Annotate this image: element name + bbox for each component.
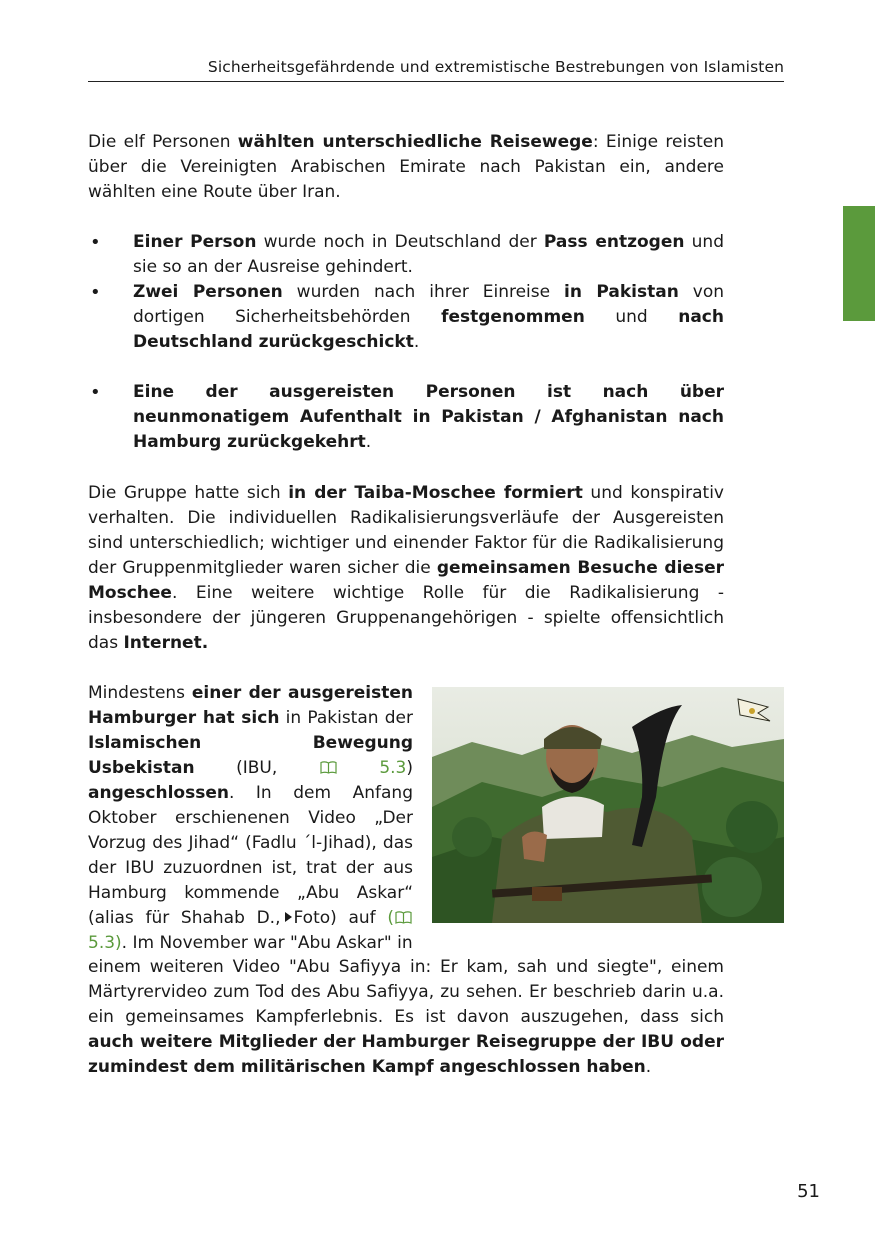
bold-phrase: wählten unterschiedliche Reisewege — [237, 132, 593, 152]
triangle-pointer-icon — [285, 912, 292, 922]
photo-abu-askar — [432, 687, 784, 923]
book-icon — [395, 911, 412, 924]
paragraph-travel-routes: Die elf Personen wählten unterschiedliche Reisewege: Einige reisten über die Vereinigten Arabischen Emirate nach Pakistan ein, andere wählten eine Route über Iran. — [88, 132, 724, 202]
bullet-icon: • — [90, 232, 101, 253]
running-header: Sicherheitsgefährdende und extremistische Bestrebungen von Islamisten — [207, 58, 784, 76]
list-item: • Einer Person wurde noch in Deutschland der Pass entzogen und sie so an der Ausreise gehindert. — [90, 232, 724, 277]
paragraph-ibu-continued: einem weiteren Video "Abu Safiyya in: Er kam, sah und siegte", einem Märtyrervideo zum Tod des Abu Safiyya, zu sehen. Er beschrieb darin u.a. ein gemeinsames Kampferlebnis. Es ist davon auszugehen, dass sich auch weitere Mitglieder der Hamburger Reisegruppe der IBU oder zumindest dem militärischen Kampf angeschlossen haben. — [88, 957, 724, 1077]
paragraph-radicalization: Die Gruppe hatte sich in der Taiba-Moschee formiert und konspirativ verhalten. Die individuellen Radikalisierungsverläufe der Ausgereisten sind unterschiedlich; wichtiger und einender Faktor für die Radikalisierung der Gruppenmitglieder waren sicher die gemeinsamen Besuche dieser Moschee. Eine weitere wichtige Rolle für die Radikalisierung - insbesondere der jüngeren Gruppenangehörigen - spielte offensichtlich das Internet. — [88, 483, 724, 653]
header-rule — [88, 81, 784, 82]
bullet-icon: • — [90, 382, 101, 403]
paragraph-ibu-wrapped: Mindestens einer der ausgereisten Hamburger hat sich in Pakistan der Islamischen Bewegung Usbekistan (IBU, 5.3) angeschlossen. In dem Anfang Oktober erschienenen Video „Der Vorzug des Jihad“ (Fadlu ´l-Jihad), das der IBU zuzuordnen ist, trat der aus Hamburg kommende „Abu Askar“ (alias für Shahab D., Foto) auf ( 5.3). Im November war "Abu Askar" in — [88, 683, 413, 953]
photo-image — [432, 687, 784, 923]
book-icon — [320, 761, 337, 774]
list-item: • Zwei Personen wurden nach ihrer Einreise in Pakistan von dortigen Sicherheitsbehörden festgenommen und nach Deutschland zurückgeschickt. — [90, 282, 725, 352]
cross-reference-link[interactable]: 5.3 — [379, 758, 407, 778]
bullet-list — [88, 230, 724, 455]
page-number: 51 — [797, 1181, 820, 1202]
cross-reference-link[interactable]: 5.3) — [88, 933, 122, 953]
chapter-tab-marker — [843, 206, 875, 321]
bullet-icon: • — [90, 282, 101, 303]
list-item: • Eine der ausgereisten Personen ist nach über neunmonatigem Aufenthalt in Pakistan / Afghanistan nach Hamburg zurückgekehrt. — [90, 382, 724, 452]
